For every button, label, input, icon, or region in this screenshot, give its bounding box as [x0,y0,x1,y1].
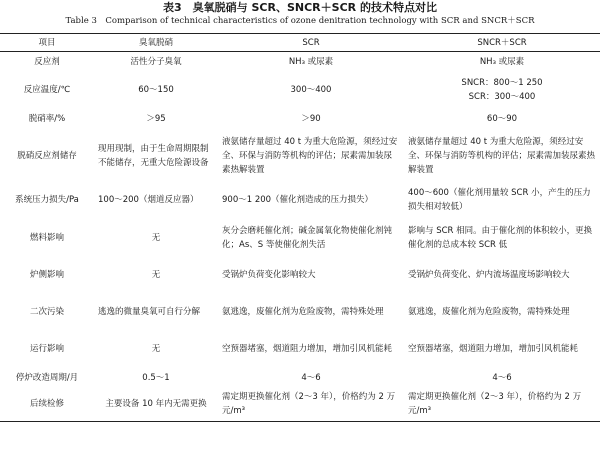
cell-sncr-scr: 60～90 [486,114,518,124]
table-row [0,294,600,331]
cell-ozone: 100～200（烟道反应器） [98,195,199,205]
row-item: 运行影响 [29,344,64,354]
row-item: 二次污染 [29,307,64,317]
cell-ozone: 活性分子臭氧 [130,56,182,67]
cell-ozone: 现用现制，由于生命周期限制不能储存，无重大危险源设备 [98,143,209,168]
cell-scr: ＞90 [301,114,321,124]
comparison-table [0,33,600,422]
header-sncr-scr: SNCR＋SCR [404,34,600,52]
row-item: 脱硝率/% [28,114,66,124]
cell-ozone: 0.5～1 [142,372,170,383]
table-row [0,219,600,257]
cell-scr: 空预器堵塞，烟道阻力增加，增加引风机能耗 [222,344,393,354]
cell-sncr-scr: 受锅炉负荷变化、炉内流场温度场影响较大 [408,270,570,280]
cell-ozone: ＞95 [146,114,166,124]
table-row [0,52,600,72]
table-caption-english: Table 3 Comparison of technical characteristics of ozone denitration technology with SCR and SNCR＋SCR [65,16,535,26]
cell-ozone: 无 [151,344,161,354]
row-item: 脱硝反应剂储存 [17,150,77,161]
cell-scr: 需定期更换催化剂（2～3 年），价格约为 2 万元/m³ [222,392,396,417]
table-row [0,257,600,294]
cell-ozone: 无 [151,270,161,280]
header-ozone: 臭氧脱硝 [94,34,218,52]
header-item: 项目 [0,34,94,52]
cell-ozone: 无 [151,232,161,243]
row-item: 燃料影响 [29,232,64,243]
table-row [0,368,600,388]
cell-sncr-scr: 影响与 SCR 相同。由于催化剂的体积较小，更换催化剂的总成本较 SCR 低 [408,225,593,250]
cell-scr: 受锅炉负荷变化影响较大 [222,270,316,280]
cell-scr: 液氨储存量超过 40 t 为重大危险源，须经过安全、环保与消防等机构的评估；尿素需加装尿素热解装置 [222,136,398,175]
table-row [0,130,600,182]
cell-scr: 4～6 [301,372,321,383]
table-row [0,109,600,130]
row-item: 系统压力损失/Pa [15,195,79,205]
row-item: 炉侧影响 [29,270,64,280]
cell-scr: 氨逃逸，废催化剂为危险废物，需特殊处理 [222,307,384,317]
cell-sncr-scr: 需定期更换催化剂（2～3 年），价格约为 2 万元/m³ [408,392,582,417]
cell-scr: NH₃ 或尿素 [288,56,334,67]
cell-sncr-scr: SNCR：800～1 250 SCR：300～400 [461,78,543,102]
table-caption-chinese: 表3 臭氧脱硝与 SCR、SNCR＋SCR 的技术特点对比 [163,1,437,14]
table-row [0,331,600,368]
cell-sncr-scr: 空预器堵塞，烟道阻力增加，增加引风机能耗 [408,344,579,354]
table-header-row [0,34,600,52]
cell-ozone: 60～150 [138,85,174,95]
cell-ozone: 逃逸的微量臭氧可自行分解 [98,307,201,317]
row-item: 停炉改造周期/月 [15,372,79,383]
table-row [0,72,600,109]
cell-sncr-scr: 400～600（催化剂用量较 SCR 小，产生的压力损失相对较低） [408,188,591,212]
cell-sncr-scr: 4～6 [492,372,512,383]
table-row [0,388,600,422]
table-row [0,182,600,219]
row-item: 后续检修 [29,399,64,410]
row-item: 反应剂 [34,56,60,67]
cell-sncr-scr: 氨逃逸，废催化剂为危险废物，需特殊处理 [408,307,570,317]
row-item: 反应温度/℃ [23,85,71,95]
cell-sncr-scr: 液氨储存量超过 40 t 为重大危险源，须经过安全、环保与消防等机构的评估；尿素需加装尿素热解装置 [408,136,596,175]
cell-scr: 300～400 [290,85,332,95]
cell-ozone: 主要设备 10 年内无需更换 [105,399,207,410]
header-scr: SCR [218,34,404,52]
cell-scr: 900～1 200（催化剂造成的压力损失） [222,195,374,205]
cell-sncr-scr: NH₃ 或尿素 [479,56,525,67]
cell-scr: 灰分会磨耗催化剂；碱金属氧化物使催化剂钝化；As、S 等使催化剂失活 [222,225,393,250]
